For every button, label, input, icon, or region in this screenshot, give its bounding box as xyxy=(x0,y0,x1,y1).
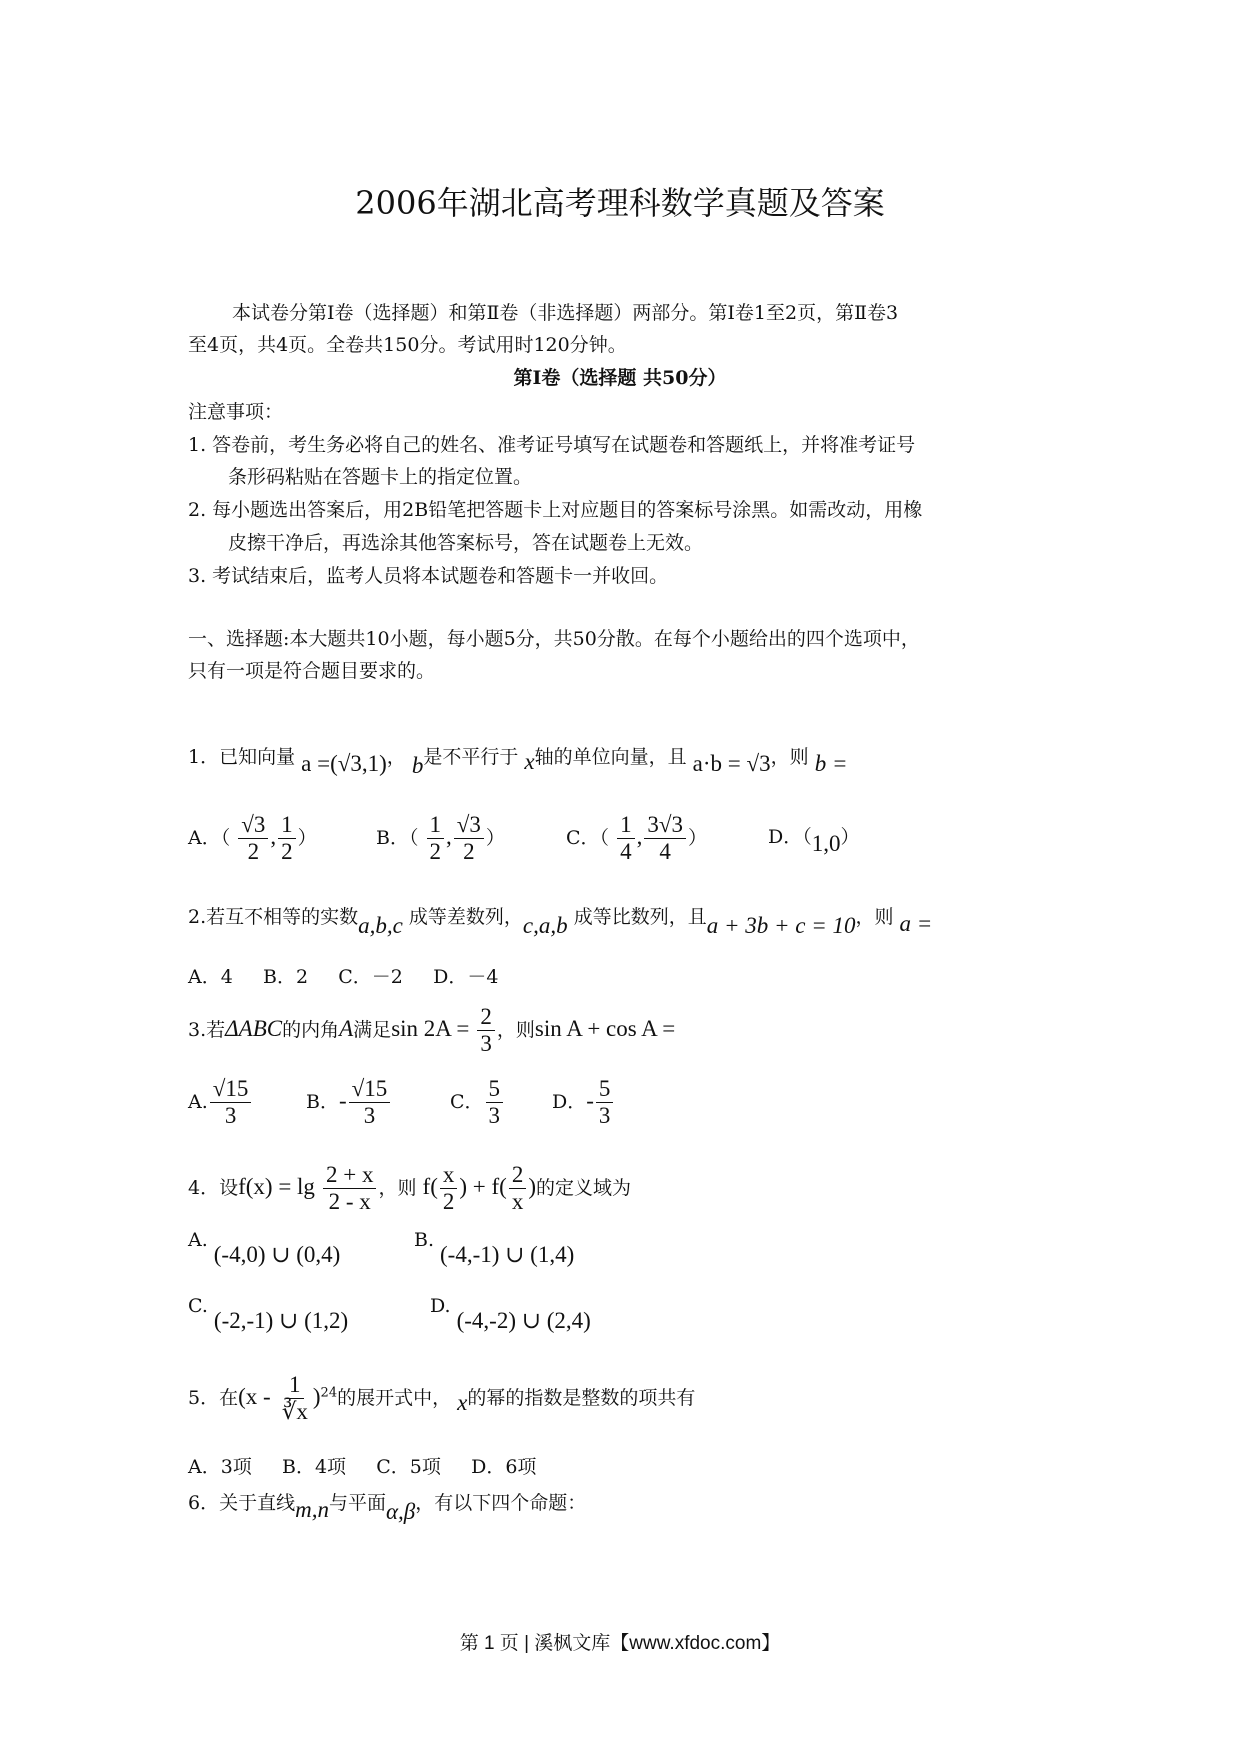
question-3: 3.若ΔABC的内角A满足sin 2A = $\frac{2}{3}$ ，则sin A + cos A = xyxy=(188,1004,676,1057)
page-title: 2006年湖北高考理科数学真题及答案 xyxy=(355,184,885,222)
question-6: 6．关于直线m,n与平面α,β，有以下四个命题： xyxy=(188,1492,587,1524)
q4-option-d: D.(-4,-2) ∪ (2,4) xyxy=(430,1295,591,1333)
q2-options: A．4 B．2 C．－2 D．－4 xyxy=(188,966,499,988)
q3-option-a: A. $\frac{√15}{3}$ xyxy=(188,1076,253,1130)
note-3: 3. 考试结束后，监考人员将本试题卷和答题卡一并收回。 xyxy=(188,565,669,587)
q1-option-b: B．（ $\frac{1}{2}$ , $\frac{√3}{2}$ ） xyxy=(376,812,505,865)
q1-dot-product: a·b = √3 xyxy=(692,751,771,776)
question-5: 5．在(x - $\frac{1}{∛x}$ )$^{24}$的展开式中， x的幂的指数是整数的项共有 xyxy=(188,1372,696,1425)
question-4: 4．设f(x) = lg $\frac{2 + x}{2 - x}$ ，则 f( $\frac{x}{2}$ ) + f( $\frac{2}{x}$ )的定义域为 xyxy=(188,1162,631,1215)
q3-option-b: B．- $\frac{√15}{3}$ xyxy=(306,1076,392,1130)
q5-options: A．3项 B．4项 C．5项 D．6项 xyxy=(188,1456,537,1478)
q4-option-c: C.(-2,-1) ∪ (1,2) xyxy=(188,1295,349,1333)
q1-option-d: D．（1,0） xyxy=(768,826,860,856)
q1-option-a: A．（ $\frac{√3}{2}$ , $\frac{1}{2}$ ） xyxy=(188,812,317,865)
part1-line-1: 一、选择题:本大题共10小题，每小题5分，共50分散。在每个小题给出的四个选项中， xyxy=(188,628,920,650)
note-2-line-1: 2. 每小题选出答案后，用2B铅笔把答题卡上对应题目的答案标号涂黑。如需改动，用橡 xyxy=(188,499,923,521)
q3-option-d: D．- $\frac{5}{3}$ xyxy=(552,1076,615,1130)
note-1-line-2: 条形码粘贴在答题卡上的指定位置。 xyxy=(228,466,533,488)
section-heading: 第Ⅰ卷（选择题 共50分） xyxy=(513,367,727,389)
q4-option-a: A.(-4,0) ∪ (0,4) xyxy=(188,1229,341,1267)
intro-line-1: 本试卷分第Ⅰ卷（选择题）和第Ⅱ卷（非选择题）两部分。第Ⅰ卷1至2页，第Ⅱ卷3 xyxy=(232,302,899,324)
q1-vector-a: a =(√3,1) xyxy=(301,751,387,776)
q4-option-b: B.(-4,-1) ∪ (1,4) xyxy=(414,1229,575,1267)
note-2-line-2: 皮擦干净后，再选涂其他答案标号，答在试题卷上无效。 xyxy=(228,532,704,554)
page-footer: 第 1 页 | 溪枫文库【www.xfdoc.com】 xyxy=(459,1633,781,1654)
note-1-line-1: 1. 答卷前，考生务必将自己的姓名、准考证号填写在试题卷和答题纸上，并将准考证号 xyxy=(188,434,916,456)
part1-line-2: 只有一项是符合题目要求的。 xyxy=(188,660,436,682)
q3-option-c: C． $\frac{5}{3}$ xyxy=(450,1076,505,1130)
question-2: 2.若互不相等的实数a,b,c 成等差数列，c,a,b 成等比数列，且a + 3b + c = 10，则 a = xyxy=(188,906,933,938)
question-1: 1．已知向量 a =(√3,1)， b是不平行于 x轴的单位向量，且 a·b = √3，则 b = xyxy=(188,746,848,778)
q1-option-c: C．（ $\frac{1}{4}$ , $\frac{3√3}{4}$ ） xyxy=(566,812,707,865)
intro-line-2: 至4页，共4页。全卷共150分。考试用时120分钟。 xyxy=(188,334,627,356)
notes-heading: 注意事项： xyxy=(188,401,284,423)
